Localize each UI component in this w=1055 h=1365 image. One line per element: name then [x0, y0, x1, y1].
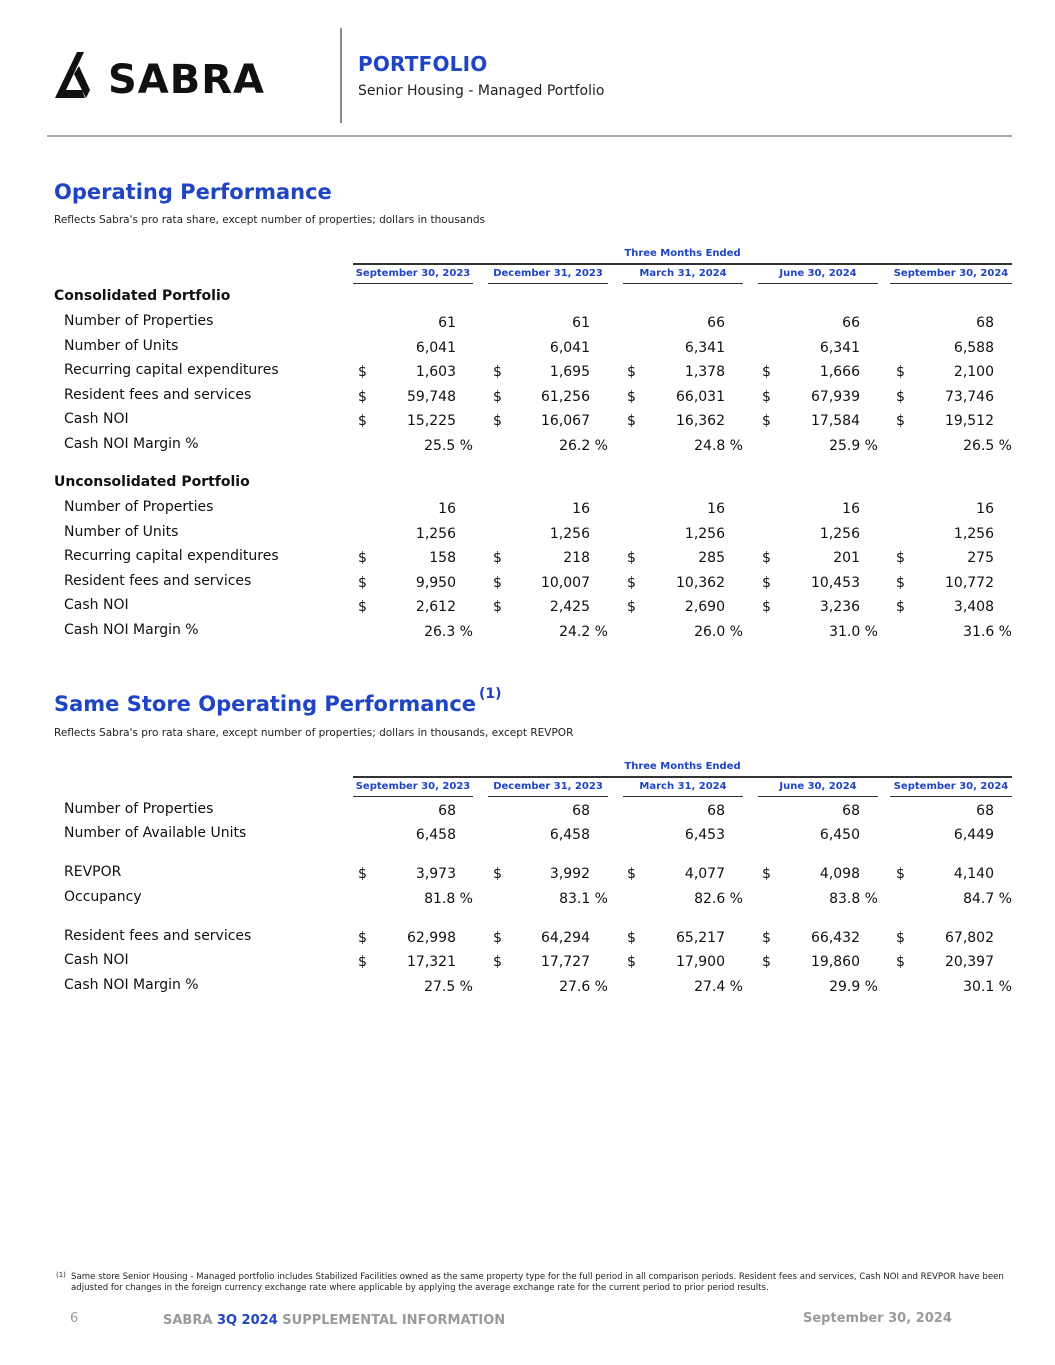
cell-value: 1,256	[819, 525, 860, 542]
column-header: September 30, 2023	[353, 781, 473, 797]
currency-symbol: $	[627, 388, 636, 405]
cell-value: 2,100	[953, 364, 994, 380]
sabra-logo	[52, 50, 297, 100]
row-label: Cash NOI Margin %	[64, 621, 199, 638]
row-label: Resident fees and services	[64, 386, 252, 403]
cell-value: 25.5 %	[424, 437, 473, 454]
currency-symbol: $	[493, 550, 502, 566]
row-label: Number of Properties	[64, 801, 214, 817]
currency-symbol: $	[627, 364, 636, 380]
column-header: December 31, 2023	[488, 268, 608, 284]
row-label: Cash NOI	[64, 411, 129, 427]
row-label: Occupancy	[64, 889, 142, 905]
cell-value: 68	[438, 803, 456, 819]
cell-value: 10,772	[945, 574, 994, 591]
cell-value: 2,690	[684, 599, 725, 615]
cell-value: 66,432	[811, 930, 860, 946]
currency-symbol: $	[493, 574, 502, 591]
footnote-ref: (1)	[479, 686, 502, 702]
cell-value: 81.8 %	[424, 891, 473, 907]
cell-value: 19,512	[945, 413, 994, 429]
column-header: September 30, 2023	[353, 268, 473, 284]
cell-value: 26.0 %	[694, 623, 743, 640]
cell-value: 6,453	[684, 827, 725, 843]
cell-value: 4,098	[819, 866, 860, 882]
cell-value: 1,666	[819, 364, 860, 380]
footnote-text: Same store Senior Housing - Managed portfolio includes Stabilized Facilities owned as the same property type for the full period in all comparison periods. Resident fees and services, Cash NOI and REVPOR have been adjusted for changes in the foreign currency exchange rate where applicable by applying the average exchange rate for the current period to prior period results.	[71, 1272, 1004, 1293]
currency-symbol: $	[762, 413, 771, 429]
cell-value: 66	[842, 315, 860, 331]
currency-symbol: $	[896, 550, 905, 566]
cell-value: 9,950	[415, 574, 456, 591]
footer-date: September 30, 2024	[803, 1311, 952, 1326]
currency-symbol: $	[493, 364, 502, 380]
cell-value: 16	[572, 501, 590, 517]
column-header: September 30, 2024	[890, 268, 1012, 284]
cell-value: 61,256	[541, 388, 590, 405]
cell-value: 6,458	[549, 827, 590, 843]
currency-symbol: $	[627, 954, 636, 970]
column-header: September 30, 2024	[890, 781, 1012, 797]
footer-title: SABRA 3Q 2024 SUPPLEMENTAL INFORMATION	[163, 1313, 506, 1328]
cell-value: 1,256	[684, 525, 725, 542]
cell-value: 68	[976, 803, 994, 819]
cell-value: 25.9 %	[829, 437, 878, 454]
table-row	[0, 524, 1055, 548]
currency-symbol: $	[762, 550, 771, 566]
cell-value: 17,584	[811, 413, 860, 429]
currency-symbol: $	[762, 574, 771, 591]
page-section-subtitle: Senior Housing - Managed Portfolio	[358, 83, 605, 99]
cell-value: 6,041	[549, 339, 590, 356]
cell-value: 29.9 %	[829, 979, 878, 995]
currency-symbol: $	[762, 954, 771, 970]
column-header: June 30, 2024	[758, 781, 878, 797]
cell-value: 16,067	[541, 413, 590, 429]
cell-value: 10,007	[541, 574, 590, 591]
cell-value: 6,588	[953, 339, 994, 356]
currency-symbol: $	[493, 599, 502, 615]
cell-value: 2,612	[415, 599, 456, 615]
table-row	[0, 977, 1055, 1001]
header-divider	[340, 28, 342, 123]
cell-value: 3,408	[953, 599, 994, 615]
cell-value: 4,140	[953, 866, 994, 882]
group-heading	[0, 288, 1055, 312]
cell-value: 27.4 %	[694, 979, 743, 995]
table-row	[0, 548, 1055, 572]
currency-symbol: $	[627, 930, 636, 946]
cell-value: 285	[698, 550, 725, 566]
cell-value: 66,031	[676, 388, 725, 405]
cell-value: 2,425	[549, 599, 590, 615]
cell-value: 6,450	[819, 827, 860, 843]
cell-value: 83.8 %	[829, 891, 878, 907]
cell-value: 68	[707, 803, 725, 819]
cell-value: 16	[842, 501, 860, 517]
table-row	[0, 338, 1055, 362]
cell-value: 68	[572, 803, 590, 819]
currency-symbol: $	[358, 599, 367, 615]
cell-value: 19,860	[811, 954, 860, 970]
currency-symbol: $	[627, 413, 636, 429]
table-row	[0, 801, 1055, 825]
currency-symbol: $	[896, 388, 905, 405]
table-row	[0, 597, 1055, 621]
cell-value: 158	[429, 550, 456, 566]
cell-value: 24.2 %	[559, 623, 608, 640]
table-row	[0, 362, 1055, 386]
table-row	[0, 313, 1055, 337]
currency-symbol: $	[896, 930, 905, 946]
cell-value: 26.3 %	[424, 623, 473, 640]
table-row	[0, 411, 1055, 435]
cell-value: 65,217	[676, 930, 725, 946]
currency-symbol: $	[358, 866, 367, 882]
cell-value: 10,362	[676, 574, 725, 591]
row-label: Number of Available Units	[64, 825, 247, 841]
table-row	[0, 864, 1055, 888]
cell-value: 6,341	[819, 339, 860, 356]
table-row	[0, 622, 1055, 646]
row-label: Recurring capital expenditures	[64, 548, 279, 564]
currency-symbol: $	[493, 954, 502, 970]
currency-symbol: $	[627, 574, 636, 591]
cell-value: 26.5 %	[963, 437, 1012, 454]
cell-value: 6,449	[953, 827, 994, 843]
cell-value: 275	[967, 550, 994, 566]
header-rule	[47, 135, 1012, 137]
period-header-rule	[353, 263, 1012, 265]
same-store-title: Same Store Operating Performance $^{(1)}$	[54, 686, 502, 716]
cell-value: 16	[707, 501, 725, 517]
cell-value: 27.6 %	[559, 979, 608, 995]
row-label: Cash NOI	[64, 597, 129, 613]
cell-value: 15,225	[407, 413, 456, 429]
currency-symbol: $	[762, 866, 771, 882]
currency-symbol: $	[896, 364, 905, 380]
cell-value: 1,695	[549, 364, 590, 380]
cell-value: 16	[438, 501, 456, 517]
row-label: Resident fees and services	[64, 572, 252, 589]
currency-symbol: $	[358, 574, 367, 591]
table-row	[0, 387, 1055, 411]
currency-symbol: $	[493, 930, 502, 946]
currency-symbol: $	[896, 866, 905, 882]
row-label: Cash NOI Margin %	[64, 977, 199, 993]
operating-performance-note: Reflects Sabra's pro rata share, except number of properties; dollars in thousands	[54, 214, 486, 226]
column-header: December 31, 2023	[488, 781, 608, 797]
currency-symbol: $	[358, 388, 367, 405]
cell-value: 1,256	[415, 525, 456, 542]
cell-value: 6,041	[415, 339, 456, 356]
cell-value: 218	[563, 550, 590, 566]
cell-value: 73,746	[945, 388, 994, 405]
currency-symbol: $	[896, 954, 905, 970]
currency-symbol: $	[493, 866, 502, 882]
currency-symbol: $	[358, 550, 367, 566]
column-header: June 30, 2024	[758, 268, 878, 284]
cell-value: 3,236	[819, 599, 860, 615]
row-label: Number of Units	[64, 523, 179, 540]
footnote-mark: (1)	[56, 1271, 66, 1279]
cell-value: 27.5 %	[424, 979, 473, 995]
cell-value: 201	[833, 550, 860, 566]
table-row	[0, 889, 1055, 913]
row-label: Number of Properties	[64, 313, 214, 329]
cell-value: 6,341	[684, 339, 725, 356]
cell-value: 1,256	[953, 525, 994, 542]
currency-symbol: $	[493, 388, 502, 405]
cell-value: 10,453	[811, 574, 860, 591]
table-row	[0, 436, 1055, 460]
row-label: Cash NOI	[64, 952, 129, 968]
row-label: Number of Units	[64, 337, 179, 354]
operating-performance-title: Operating Performance	[54, 180, 332, 204]
table-row	[0, 928, 1055, 952]
cell-value: 17,321	[407, 954, 456, 970]
cell-value: 59,748	[407, 388, 456, 405]
cell-value: 31.0 %	[829, 623, 878, 640]
row-label: Number of Properties	[64, 499, 214, 515]
cell-value: 6,458	[415, 827, 456, 843]
group-label: Consolidated Portfolio	[54, 288, 231, 304]
row-label: Cash NOI Margin %	[64, 435, 199, 452]
cell-value: 67,802	[945, 930, 994, 946]
page-number: 6	[70, 1311, 79, 1326]
table-row	[0, 499, 1055, 523]
period-header: Three Months Ended	[624, 761, 741, 772]
currency-symbol: $	[762, 599, 771, 615]
column-header: March 31, 2024	[623, 268, 743, 284]
cell-value: 82.6 %	[694, 891, 743, 907]
period-header-rule	[353, 776, 1012, 778]
cell-value: 20,397	[945, 954, 994, 970]
cell-value: 68	[842, 803, 860, 819]
cell-value: 24.8 %	[694, 437, 743, 454]
currency-symbol: $	[762, 930, 771, 946]
currency-symbol: $	[358, 930, 367, 946]
cell-value: 16	[976, 501, 994, 517]
currency-symbol: $	[627, 550, 636, 566]
currency-symbol: $	[896, 574, 905, 591]
group-heading	[0, 474, 1055, 498]
cell-value: 4,077	[684, 866, 725, 882]
cell-value: 1,603	[415, 364, 456, 380]
row-label: Recurring capital expenditures	[64, 362, 279, 378]
cell-value: 3,973	[415, 866, 456, 882]
cell-value: 31.6 %	[963, 623, 1012, 640]
table-row	[0, 825, 1055, 849]
cell-value: 62,998	[407, 930, 456, 946]
cell-value: 64,294	[541, 930, 590, 946]
row-label: Resident fees and services	[64, 928, 252, 944]
cell-value: 67,939	[811, 388, 860, 405]
cell-value: 17,727	[541, 954, 590, 970]
currency-symbol: $	[358, 954, 367, 970]
currency-symbol: $	[762, 364, 771, 380]
currency-symbol: $	[493, 413, 502, 429]
cell-value: 17,900	[676, 954, 725, 970]
currency-symbol: $	[896, 413, 905, 429]
table-row	[0, 573, 1055, 597]
cell-value: 61	[572, 315, 590, 331]
cell-value: 84.7 %	[963, 891, 1012, 907]
group-label: Unconsolidated Portfolio	[54, 474, 250, 490]
currency-symbol: $	[358, 364, 367, 380]
currency-symbol: $	[627, 599, 636, 615]
currency-symbol: $	[358, 413, 367, 429]
cell-value: 30.1 %	[963, 979, 1012, 995]
logo-mark-icon	[55, 52, 90, 98]
currency-symbol: $	[627, 866, 636, 882]
row-label: REVPOR	[64, 864, 122, 880]
cell-value: 1,378	[684, 364, 725, 380]
cell-value: 66	[707, 315, 725, 331]
cell-value: 61	[438, 315, 456, 331]
page-section-title: PORTFOLIO	[358, 52, 488, 76]
column-header: March 31, 2024	[623, 781, 743, 797]
svg-text:SABRA: SABRA	[108, 57, 266, 100]
cell-value: 1,256	[549, 525, 590, 542]
period-header: Three Months Ended	[624, 248, 741, 259]
table-row	[0, 952, 1055, 976]
same-store-note: Reflects Sabra's pro rata share, except number of properties; dollars in thousands, except REVPOR	[54, 727, 574, 739]
currency-symbol: $	[762, 388, 771, 405]
currency-symbol: $	[896, 599, 905, 615]
cell-value: 3,992	[549, 866, 590, 882]
cell-value: 83.1 %	[559, 891, 608, 907]
cell-value: 26.2 %	[559, 437, 608, 454]
cell-value: 16,362	[676, 413, 725, 429]
cell-value: 68	[976, 315, 994, 331]
